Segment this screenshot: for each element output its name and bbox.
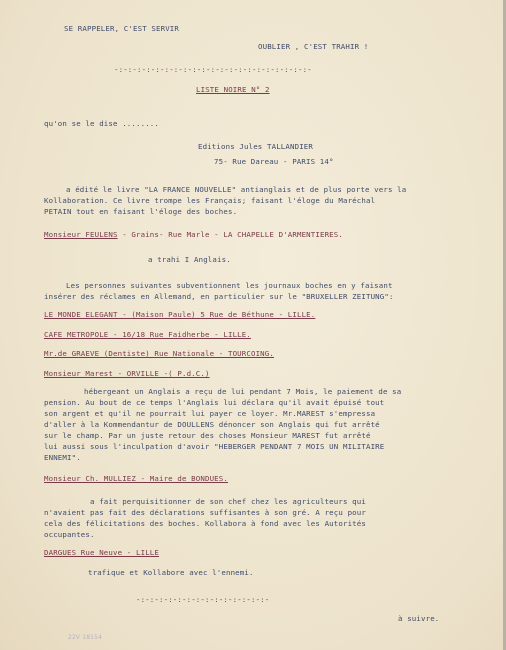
slogan-right: OUBLIER , C'EST TRAHIR ! [258,42,369,51]
paragraph-line: a fait perquisitionner de son chef chez les agriculteurs qui [90,497,366,506]
slogan-left: SE RAPPELER, C'EST SERVIR [64,24,179,33]
paragraph-line: Les personnes suivantes subventionnent les journaux boches en y faisant [66,281,393,290]
entry-line: Mr.de GRAEVE (Dentiste) Rue Nationale - TOURCOING. [44,349,274,358]
closing-text: à suivre. [398,614,440,623]
entry-line: Monsieur Marest - ORVILLE -( P.d.C.) [44,369,210,378]
entry-dargues: DARGUES Rue Neuve - LILLE [44,548,159,557]
document-title: LISTE NOIRE N° 2 [196,85,270,94]
paragraph-line: insérer des réclames en Allemand, en particulier sur le "BRUXELLER ZEITUNG": [44,292,394,301]
paragraph-line: PETAIN tout en faisant l'éloge des boches. [44,207,238,216]
archive-mark: 22V 18154 [68,634,103,641]
paragraph-line: pension. Au bout de ce temps l'Anglais lui déclara qu'il avait épuisé tout [44,398,385,407]
publisher-address: 75- Rue Dareau - PARIS 14° [214,157,334,166]
entry-line: CAFE METROPOLE - 16/18 Rue Faidherbe - LILLE. [44,330,251,339]
dargues-note: trafique et Kollabore avec l'ennemi. [88,568,254,577]
entry-feulens-name: Monsieur FEULENS [44,230,118,239]
intro-text: qu'on se le dise ........ [44,119,159,128]
entry-feulens-note: a trahi I Anglais. [148,255,231,264]
entry-line: LE MONDE ELEGANT - (Maison Paule) 5 Rue de Béthune - LILLE. [44,310,316,319]
entry-feulens-rest: - Grains- Rue Marle - LA CHAPELLE D'ARMENTIERES. [117,230,343,239]
paragraph-line: a édité le livre "LA FRANCE NOUVELLE" antianglais et de plus porte vers la [66,185,407,194]
separator-rule: -:-:-:-:-:-:-:-:-:-:-:-:-:-:-:-:-:-:-:-:-:- [114,65,312,74]
paragraph-line: d'aller à la Kommendantur de DOULLENS dénoncer son Anglais qui fut arrêté [44,420,380,429]
paragraph-line: lui aussi sous l'inculpation d'avoir "HEBERGER PENDANT 7 MOIS UN MILITAIRE [44,442,385,451]
paragraph-line: occupantes. [44,530,95,539]
paragraph-line: Kollaboration. Ce livre trompe les Français; faisant l'éloge du Maréchal [44,196,376,205]
paragraph-line: n'avaient pas fait des déclarations suffisantes à son gré. A reçu pour [44,508,366,517]
paragraph-line: cela des félicitations des boches. Kollabora à fond avec les Autorités [44,519,366,528]
publisher-name: Editions Jules TALLANDIER [198,142,313,151]
paragraph-line: sur le champ. Par un juste retour des choses Monsieur MAREST fut arrêté [44,431,371,440]
paragraph-line: son argent et qu'il ne pourrait lui payer ce loyer. Mr.MAREST s'empressa [44,409,376,418]
entry-mulliez: Monsieur Ch. MULLIEZ - Maire de BONDUES. [44,474,228,483]
entry-feulens [44,230,343,239]
paragraph-line: ENNEMI". [44,453,81,462]
footer-rule: -:-:-:-:-:-:-:-:-:-:-:-:-:-:- [136,595,270,604]
paragraph-line: hébergeant un Anglais a reçu de lui pendant 7 Mois, le paiement de sa [84,387,402,396]
